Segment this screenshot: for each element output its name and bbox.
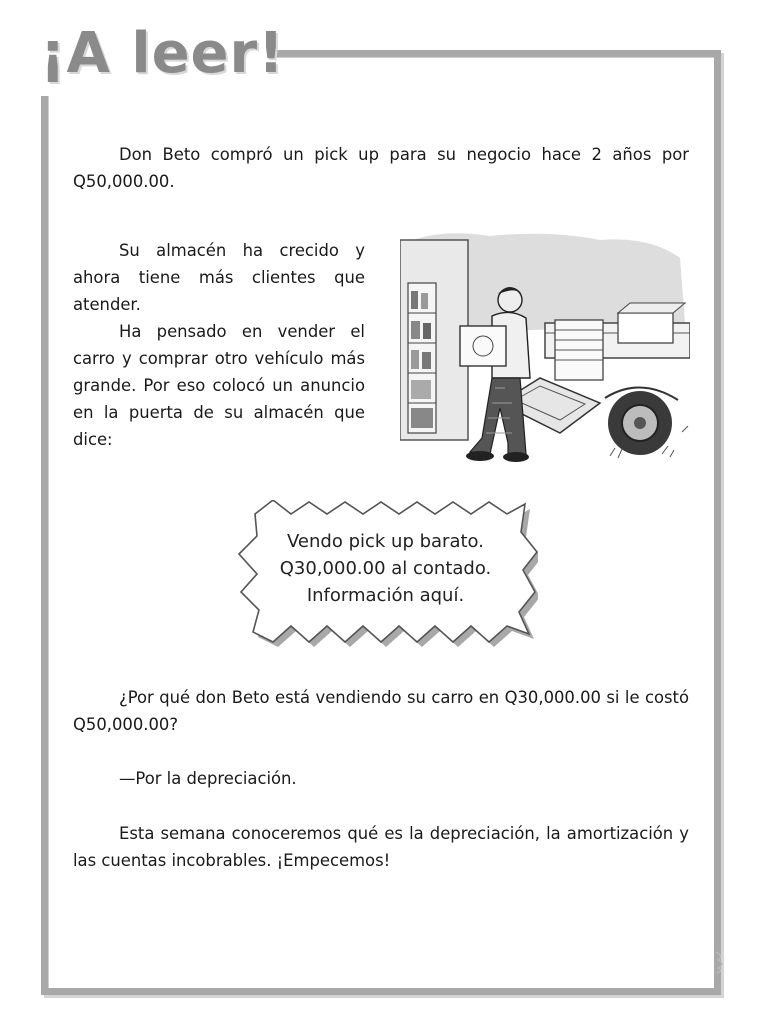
- sign-line-2: Q30,000.00 al contado.: [279, 558, 492, 579]
- paragraph-week-intro: Esta semana conoceremos qué es la depreciación, la amortización y las cuentas incobrables. ¡Empecemos!: [73, 824, 689, 870]
- paragraph-store-growth: Su almacén ha crecido y ahora tiene más clientes que atender.: [73, 241, 365, 314]
- paragraph-answer: —Por la depreciación.: [119, 769, 297, 788]
- man-loading-pickup-truck-illustration: [400, 228, 690, 468]
- sign-text: [233, 528, 538, 609]
- paragraph-purchase: Don Beto compró un pick up para su negocio hace 2 años por Q50,000.00.: [73, 145, 689, 191]
- sign-line-1: Vendo pick up barato.: [287, 531, 484, 552]
- paragraph-question: ¿Por qué don Beto está vendiendo su carro en Q30,000.00 si le costó Q50,000.00?: [73, 688, 689, 734]
- paragraph-plan: Ha pensado en vender el carro y comprar otro vehículo más grande. Por eso colocó un anuncio en la puerta de su almacén que dice:: [73, 322, 365, 449]
- page-curl-icon: [714, 948, 728, 974]
- sign-line-3: Información aquí.: [306, 585, 465, 606]
- page-title: ¡A leer!: [40, 21, 285, 86]
